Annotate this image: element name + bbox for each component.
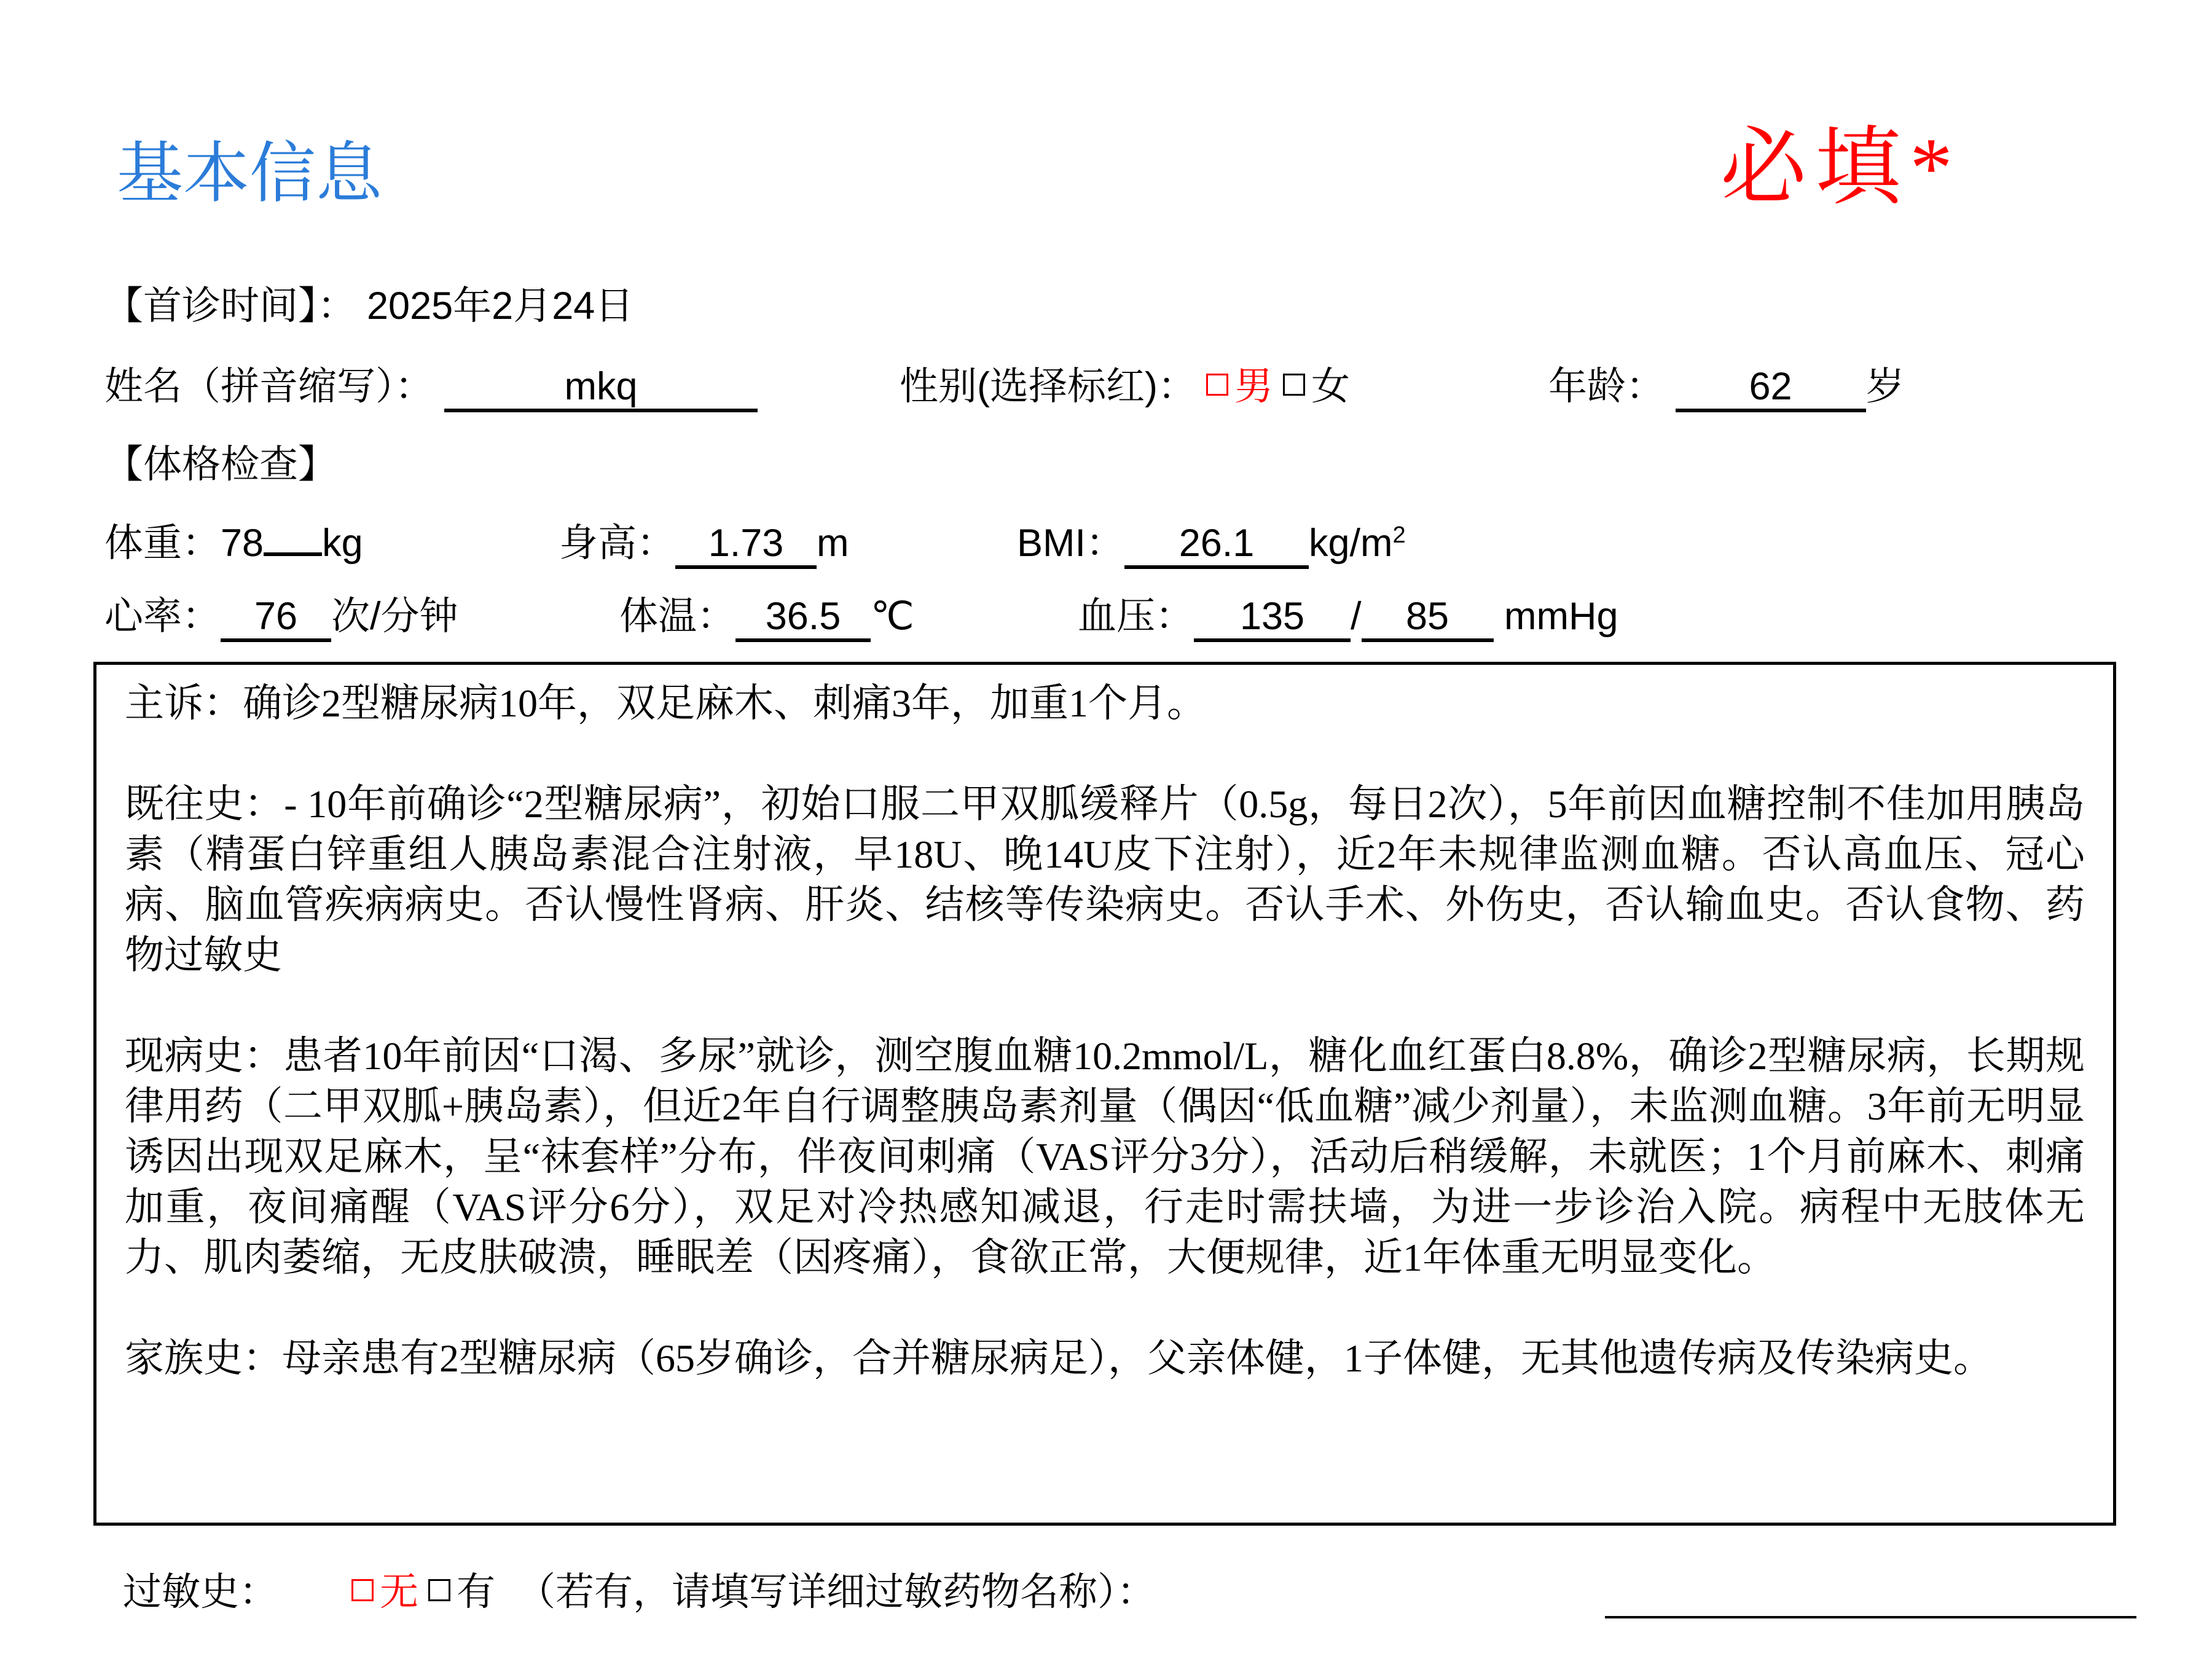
allergy-has-option[interactable]: 有 — [457, 1571, 495, 1614]
bmi-field[interactable]: 26.1 — [1124, 521, 1309, 569]
allergy-has-checkbox[interactable] — [428, 1579, 450, 1601]
blood-pressure-group — [1078, 585, 1618, 642]
allergy-note: （若有，请填写详细过敏药物名称）： — [517, 1571, 1156, 1614]
bmi-unit-sup: 2 — [1392, 522, 1406, 548]
height-field[interactable]: 1.73 — [675, 521, 817, 569]
male-option[interactable]: 男 — [1234, 365, 1273, 408]
bmi-label: BMI： — [1017, 522, 1125, 565]
name-group — [104, 355, 758, 412]
visit-time-label: 【首诊时间】： — [104, 284, 356, 327]
bmi-unit: $kg/m^2$ — [1309, 522, 1406, 565]
required-badge: 必填* — [1720, 120, 1962, 216]
weight-group — [104, 512, 363, 568]
heart-rate-group — [104, 585, 458, 642]
female-checkbox[interactable] — [1283, 374, 1305, 396]
heart-rate-label: 心率： — [104, 595, 221, 638]
temperature-group — [619, 585, 914, 642]
bmi-group — [1017, 512, 1406, 569]
family-history-text: 家族史：母亲患有2型糖尿病（65岁确诊，合并糖尿病足），父亲体健，1子体健，无其他遗传病及传染病史。 — [125, 1336, 1993, 1380]
age-group — [1548, 355, 1905, 412]
chief-complaint-text: 主诉：确诊2型糖尿病10年，双足麻木、刺痛3年，加重1个月。 — [125, 681, 1206, 725]
weight-value[interactable]: 78 — [221, 522, 264, 565]
age-unit: 岁 — [1865, 365, 1905, 408]
height-label: 身高： — [559, 522, 675, 565]
allergy-row — [123, 1561, 1156, 1617]
gender-group — [900, 355, 1350, 411]
gender-label: 性别(选择标红)： — [900, 365, 1196, 408]
allergy-detail-underline[interactable] — [1605, 1573, 2136, 1618]
bp-systolic-field[interactable]: 135 — [1194, 594, 1351, 642]
height-unit: m — [817, 522, 849, 565]
female-option[interactable]: 女 — [1311, 365, 1350, 408]
age-field[interactable]: 62 — [1676, 364, 1866, 412]
temperature-unit: ℃ — [871, 595, 914, 638]
heart-rate-unit: 次/分钟 — [331, 595, 458, 638]
present-illness-text: 现病史：患者10年前因“口渴、多尿”就诊，测空腹血糖10.2mmol/L，糖化血红蛋白8.8%，确诊2型糖尿病，长期规律用药（二甲双胍+胰岛素），但近2年自行调整胰岛素剂量（偶因“低血糖”减少剂量），未监测血糖。3年前无明显诱因出现双足麻木，呈“袜套样”分布，伴夜间刺痛（VAS评分3分），活动后稍缓解，未就医；1个月前麻木、刺痛加重，夜间痛醒（VAS评分6分），双足对冷热感知减退，行走时需扶墙，为进一步诊治入院。病程中无肢体无力、肌肉萎缩，无皮肤破溃，睡眠差（因疼痛），食欲正常，大便规律，近1年体重无明显变化。 — [125, 1034, 2085, 1279]
allergy-none-checkbox[interactable] — [351, 1579, 374, 1601]
temperature-field[interactable]: 36.5 — [735, 594, 871, 642]
visit-time-row — [104, 275, 633, 331]
name-label: 姓名（拼音缩写）： — [104, 365, 434, 408]
height-group — [559, 512, 849, 569]
visit-time-value[interactable]: 2025年2月24日 — [367, 284, 634, 327]
history-box — [93, 662, 2116, 1526]
weight-underline[interactable] — [264, 552, 322, 556]
age-label: 年龄： — [1548, 365, 1665, 408]
blood-pressure-unit: mmHg — [1504, 595, 1618, 638]
male-checkbox[interactable] — [1206, 374, 1228, 396]
weight-label: 体重： — [104, 522, 221, 565]
name-field[interactable]: mkq — [444, 364, 758, 412]
blood-pressure-label: 血压： — [1078, 595, 1194, 638]
allergy-none-option[interactable]: 无 — [380, 1571, 418, 1614]
temperature-label: 体温： — [619, 595, 735, 638]
bp-separator: / — [1351, 595, 1362, 638]
bp-diastolic-field[interactable]: 85 — [1362, 594, 1494, 642]
exam-header: 【体格检查】 — [104, 443, 337, 486]
weight-unit: kg — [322, 522, 363, 565]
page-title: 基本信息 — [117, 136, 383, 210]
allergy-label: 过敏史： — [123, 1571, 278, 1614]
heart-rate-field[interactable]: 76 — [221, 594, 331, 642]
past-history-text: 既往史：- 10年前确诊“2型糖尿病”，初始口服二甲双胍缓释片（0.5g，每日2次），5年前因血糖控制不佳加用胰岛素（精蛋白锌重组人胰岛素混合注射液，早18U、晚14U皮下注射），近2年未规律监测血糖。否认高血压、冠心病、脑血管疾病病史。否认慢性肾病、肝炎、结核等传染病史。否认手术、外伤史，否认输血史。否认食物、药物过敏史 — [125, 782, 2085, 977]
